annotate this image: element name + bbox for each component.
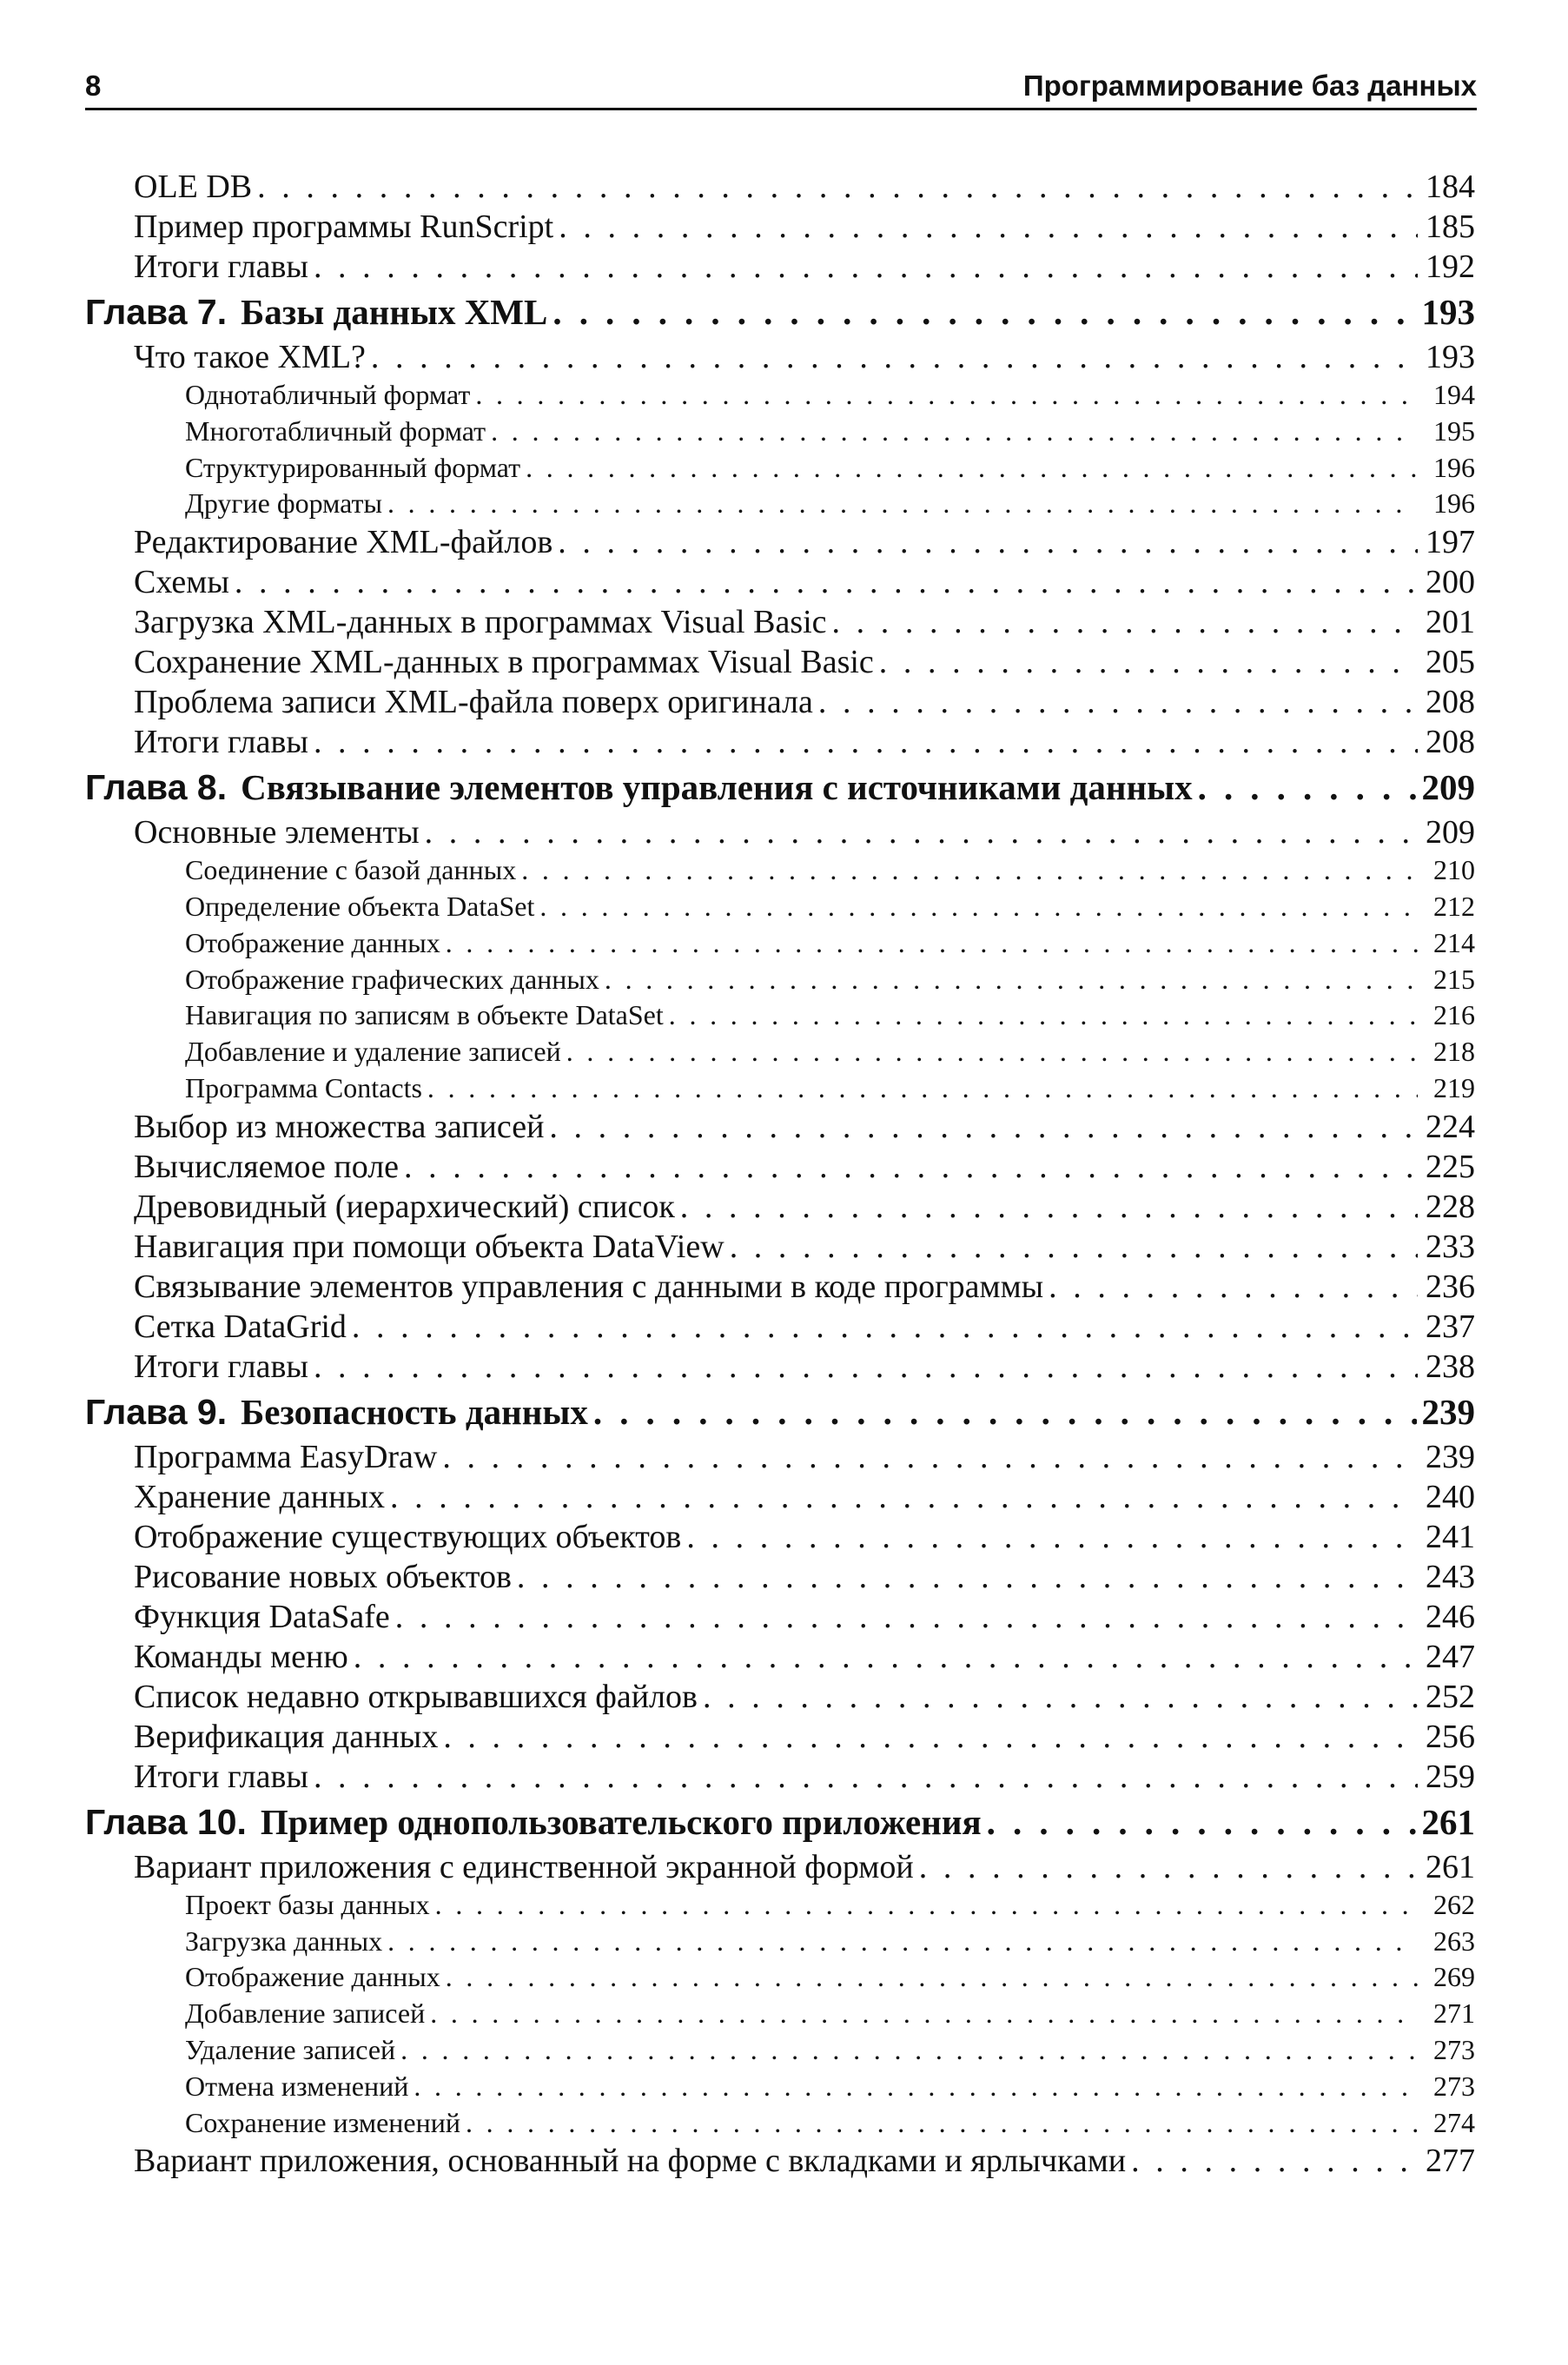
leader-dots — [314, 247, 1418, 287]
toc-entry-title: Верификация данных — [134, 1718, 439, 1755]
toc-entry-page: 208 — [1426, 684, 1475, 721]
toc-entry-page: 256 — [1426, 1718, 1475, 1755]
toc-entry[interactable] — [85, 682, 1475, 722]
toc-entry-title: Отображение графических данных — [185, 963, 599, 995]
toc-entry-page: 269 — [1433, 1961, 1475, 1993]
toc-entry[interactable] — [85, 962, 1475, 998]
toc-entry-title: Навигация по записям в объекте DataSet — [185, 999, 664, 1031]
toc-entry-title: Вариант приложения, основанный на форме с вкладками и ярлычками — [134, 2143, 1127, 2180]
toc-entry[interactable] — [85, 167, 1475, 207]
leader-dots — [526, 450, 1418, 487]
toc-entry[interactable] — [85, 1717, 1475, 1757]
toc-entry-page: 214 — [1433, 926, 1475, 958]
toc-entry-title: Схемы — [134, 564, 229, 601]
toc-entry-title: Загрузка XML-данных в программах Visual Basic — [134, 604, 827, 641]
leader-dots — [404, 1147, 1418, 1187]
toc-entry-page: 197 — [1426, 524, 1475, 561]
toc-entry-page: 195 — [1433, 414, 1475, 447]
leader-dots — [390, 1477, 1418, 1517]
leader-dots — [475, 377, 1418, 414]
toc-entry[interactable] — [85, 486, 1475, 522]
chapter-heading[interactable] — [85, 762, 1475, 812]
toc-entry-page: 241 — [1426, 1518, 1475, 1555]
toc-entry[interactable] — [85, 522, 1475, 562]
toc-entry-page: 273 — [1433, 2033, 1475, 2065]
toc-entry[interactable] — [85, 1887, 1475, 1924]
toc-entry[interactable] — [85, 2032, 1475, 2069]
toc-entry-page: 209 — [1426, 814, 1475, 851]
toc-entry-title: Определение объекта DataSet — [185, 890, 535, 922]
toc-entry[interactable] — [85, 1147, 1475, 1187]
leader-dots — [446, 1959, 1418, 1996]
toc-entry-title: Вычисляемое поле — [134, 1148, 400, 1185]
leader-dots — [1198, 762, 1417, 812]
toc-entry-page: 274 — [1433, 2106, 1475, 2138]
toc-entry-title: Редактирование XML-файлов — [134, 524, 553, 561]
leader-dots — [818, 682, 1418, 722]
toc-entry-title: Пример программы RunScript — [134, 209, 554, 245]
toc-entry-page: 219 — [1433, 1071, 1475, 1103]
toc-entry-page: 243 — [1426, 1558, 1475, 1595]
toc-entry-page: 196 — [1433, 487, 1475, 520]
leader-dots — [521, 852, 1418, 889]
toc-entry[interactable] — [85, 812, 1475, 852]
toc-entry-page: 210 — [1433, 854, 1475, 886]
toc-entry[interactable] — [85, 602, 1475, 642]
leader-dots — [257, 167, 1418, 207]
toc-entry-title: Отображение существующих объектов — [134, 1518, 682, 1555]
toc-entry-title: OLE DB — [134, 169, 253, 205]
leader-dots — [919, 1847, 1418, 1887]
toc-entry-title: Загрузка данных — [185, 1924, 383, 1957]
leader-dots — [414, 2069, 1418, 2105]
leader-dots — [314, 1347, 1418, 1387]
leader-dots — [558, 522, 1418, 562]
chapter-page: 239 — [1421, 1391, 1475, 1432]
toc-entry[interactable] — [85, 337, 1475, 377]
toc-entry[interactable] — [85, 1677, 1475, 1717]
toc-entry-title: Программа Contacts — [185, 1071, 422, 1103]
toc-entry[interactable] — [85, 450, 1475, 487]
leader-dots — [235, 562, 1418, 602]
leader-dots — [669, 997, 1418, 1034]
toc-entry[interactable] — [85, 1187, 1475, 1227]
toc-entry-page: 224 — [1426, 1108, 1475, 1145]
toc-entry-page: 194 — [1433, 379, 1475, 410]
toc-entry-page: 271 — [1433, 1997, 1475, 2030]
chapter-heading[interactable] — [85, 1797, 1475, 1847]
chapter-heading[interactable] — [85, 287, 1475, 337]
page-number: 8 — [85, 70, 102, 102]
toc-entry[interactable] — [85, 1996, 1475, 2032]
toc-entry-title: Вариант приложения с единственной экранной формой — [134, 1848, 914, 1885]
toc-entry[interactable] — [85, 642, 1475, 682]
toc-entry-page: 225 — [1426, 1148, 1475, 1185]
toc-entry[interactable] — [85, 1307, 1475, 1347]
toc-entry-page: 240 — [1426, 1478, 1475, 1515]
toc-entry-title: Навигация при помощи объекта DataView — [134, 1228, 724, 1265]
chapter-label: Глава 8. — [85, 767, 228, 808]
toc-entry-title: Связывание элементов управления с данными в коде программы — [134, 1268, 1044, 1305]
toc-entry[interactable] — [85, 1557, 1475, 1597]
leader-dots — [314, 722, 1418, 762]
toc-entry-title: Программа EasyDraw — [134, 1438, 438, 1475]
leader-dots — [987, 1797, 1417, 1847]
toc-entry-title: Рисование новых объектов — [134, 1558, 512, 1595]
toc-entry[interactable] — [85, 377, 1475, 414]
toc-entry-title: Итоги главы — [134, 724, 308, 761]
toc-entry[interactable] — [85, 1347, 1475, 1387]
toc-entry-page: 193 — [1426, 339, 1475, 375]
chapter-title: Базы данных XML — [241, 292, 548, 332]
chapter-page: 209 — [1421, 767, 1475, 808]
toc-entry-title: Древовидный (иерархический) список — [134, 1188, 675, 1225]
toc-entry[interactable] — [85, 1107, 1475, 1147]
toc-entry-title: Проблема записи XML-файла поверх оригинала — [134, 684, 813, 721]
page-header — [85, 63, 1477, 110]
toc-entry[interactable] — [85, 1034, 1475, 1070]
leader-dots — [539, 889, 1418, 925]
chapter-heading[interactable] — [85, 1387, 1475, 1437]
leader-dots — [593, 1387, 1417, 1437]
toc-entry[interactable] — [85, 2069, 1475, 2105]
leader-dots — [1131, 2141, 1418, 2181]
toc-entry-title: Список недавно открывавшихся файлов — [134, 1678, 698, 1715]
toc-entry-title: Удаление записей — [185, 2033, 396, 2065]
toc-entry-page: 185 — [1426, 209, 1475, 245]
leader-dots — [491, 414, 1418, 450]
leader-dots — [879, 642, 1418, 682]
toc-entry-page: 233 — [1426, 1228, 1475, 1265]
leader-dots — [605, 962, 1418, 998]
toc-entry-page: 261 — [1426, 1848, 1475, 1885]
toc-entry-page: 218 — [1433, 1036, 1475, 1068]
toc-entry-page: 205 — [1426, 644, 1475, 681]
toc-entry-title: Сохранение XML-данных в программах Visual Basic — [134, 644, 874, 681]
toc-entry-title: Соединение с базой данных — [185, 854, 517, 886]
toc-entry[interactable] — [85, 925, 1475, 962]
toc-entry[interactable] — [85, 1847, 1475, 1887]
toc-entry-page: 184 — [1426, 169, 1475, 205]
toc-entry[interactable] — [85, 1267, 1475, 1307]
chapter-title: Безопасность данных — [241, 1391, 588, 1432]
toc-entry-title: Отображение данных — [185, 1961, 440, 1993]
leader-dots — [552, 287, 1416, 337]
table-of-contents — [85, 167, 1475, 2181]
leader-dots — [400, 2032, 1418, 2069]
leader-dots — [314, 1757, 1418, 1797]
chapter-page: 193 — [1421, 292, 1475, 332]
chapter-page: 261 — [1421, 1801, 1475, 1842]
toc-entry[interactable] — [85, 997, 1475, 1034]
toc-entry-page: 262 — [1433, 1888, 1475, 1920]
leader-dots — [559, 207, 1418, 247]
leader-dots — [446, 925, 1418, 962]
chapter-label: Глава 7. — [85, 292, 228, 332]
toc-entry-page: 216 — [1433, 999, 1475, 1031]
toc-entry-page: 239 — [1426, 1438, 1475, 1475]
toc-entry-title: Добавление записей — [185, 1997, 426, 2030]
toc-entry[interactable] — [85, 1924, 1475, 1960]
toc-entry-title: Добавление и удаление записей — [185, 1036, 561, 1068]
toc-entry-title: Сетка DataGrid — [134, 1308, 347, 1345]
toc-entry-title: Выбор из множества записей — [134, 1108, 545, 1145]
toc-entry-page: 246 — [1426, 1598, 1475, 1635]
toc-entry[interactable] — [85, 1517, 1475, 1557]
leader-dots — [395, 1597, 1418, 1637]
toc-entry-title: Итоги главы — [134, 248, 308, 285]
toc-entry-title: Многотабличный формат — [185, 414, 486, 447]
toc-entry-page: 228 — [1426, 1188, 1475, 1225]
toc-entry-page: 273 — [1433, 2070, 1475, 2102]
toc-entry-title: Итоги главы — [134, 1348, 308, 1385]
leader-dots — [832, 602, 1418, 642]
toc-entry-page: 192 — [1426, 248, 1475, 285]
leader-dots — [427, 1070, 1418, 1107]
leader-dots — [387, 1924, 1418, 1960]
toc-entry-page: 208 — [1426, 724, 1475, 761]
toc-entry[interactable] — [85, 1597, 1475, 1637]
toc-entry-page: 238 — [1426, 1348, 1475, 1385]
toc-entry-page: 212 — [1433, 890, 1475, 922]
toc-entry-title: Однотабличный формат — [185, 379, 471, 410]
toc-entry-page: 215 — [1433, 963, 1475, 995]
toc-entry[interactable] — [85, 414, 1475, 450]
leader-dots — [387, 486, 1418, 522]
leader-dots — [442, 1437, 1418, 1477]
toc-entry-page: 196 — [1433, 451, 1475, 483]
chapter-title: Связывание элементов управления с источниками данных — [241, 767, 1193, 808]
leader-dots — [425, 812, 1418, 852]
leader-dots — [730, 1227, 1418, 1267]
toc-entry[interactable] — [85, 1227, 1475, 1267]
leader-dots — [1049, 1267, 1418, 1307]
toc-entry-page: 252 — [1426, 1678, 1475, 1715]
toc-entry[interactable] — [85, 1477, 1475, 1517]
toc-entry-title: Проект базы данных — [185, 1888, 430, 1920]
toc-entry[interactable] — [85, 2141, 1475, 2181]
leader-dots — [549, 1107, 1418, 1147]
leader-dots — [703, 1677, 1418, 1717]
leader-dots — [517, 1557, 1418, 1597]
toc-entry-page: 237 — [1426, 1308, 1475, 1345]
leader-dots — [466, 2105, 1418, 2142]
toc-entry[interactable] — [85, 207, 1475, 247]
running-title: Программирование баз данных — [1022, 70, 1477, 102]
leader-dots — [435, 1887, 1418, 1924]
leader-dots — [371, 337, 1418, 377]
toc-entry-page: 201 — [1426, 604, 1475, 641]
toc-entry-page: 247 — [1426, 1638, 1475, 1675]
toc-entry-title: Итоги главы — [134, 1758, 308, 1795]
leader-dots — [680, 1187, 1418, 1227]
toc-entry-page: 263 — [1433, 1924, 1475, 1957]
toc-entry-title: Отображение данных — [185, 926, 440, 958]
toc-entry[interactable] — [85, 889, 1475, 925]
toc-entry-title: Хранение данных — [134, 1478, 385, 1515]
toc-entry-page: 259 — [1426, 1758, 1475, 1795]
leader-dots — [354, 1637, 1418, 1677]
chapter-label: Глава 10. — [85, 1801, 247, 1842]
toc-entry-title: Сохранение изменений — [185, 2106, 460, 2138]
toc-entry-page: 200 — [1426, 564, 1475, 601]
toc-entry-page: 277 — [1426, 2143, 1475, 2180]
toc-entry-title: Команды меню — [134, 1638, 348, 1675]
toc-entry[interactable] — [85, 852, 1475, 889]
leader-dots — [566, 1034, 1418, 1070]
toc-entry[interactable] — [85, 1757, 1475, 1797]
toc-entry[interactable] — [85, 2105, 1475, 2142]
toc-entry-title: Другие форматы — [185, 487, 382, 520]
toc-entry-title: Что такое XML? — [134, 339, 366, 375]
chapter-label: Глава 9. — [85, 1391, 228, 1432]
toc-entry[interactable] — [85, 1959, 1475, 1996]
leader-dots — [430, 1996, 1418, 2032]
toc-entry-title: Основные элементы — [134, 814, 420, 851]
toc-entry[interactable] — [85, 1637, 1475, 1677]
leader-dots — [352, 1307, 1418, 1347]
leader-dots — [686, 1517, 1418, 1557]
toc-entry[interactable] — [85, 562, 1475, 602]
chapter-title: Пример однопользовательского приложения — [260, 1801, 982, 1842]
toc-entry[interactable] — [85, 247, 1475, 287]
toc-entry[interactable] — [85, 1070, 1475, 1107]
toc-entry-title: Функция DataSafe — [134, 1598, 390, 1635]
toc-entry-title: Отмена изменений — [185, 2070, 409, 2102]
toc-entry-title: Структурированный формат — [185, 451, 521, 483]
leader-dots — [443, 1717, 1418, 1757]
toc-entry-page: 236 — [1426, 1268, 1475, 1305]
toc-entry[interactable] — [85, 722, 1475, 762]
toc-entry[interactable] — [85, 1437, 1475, 1477]
